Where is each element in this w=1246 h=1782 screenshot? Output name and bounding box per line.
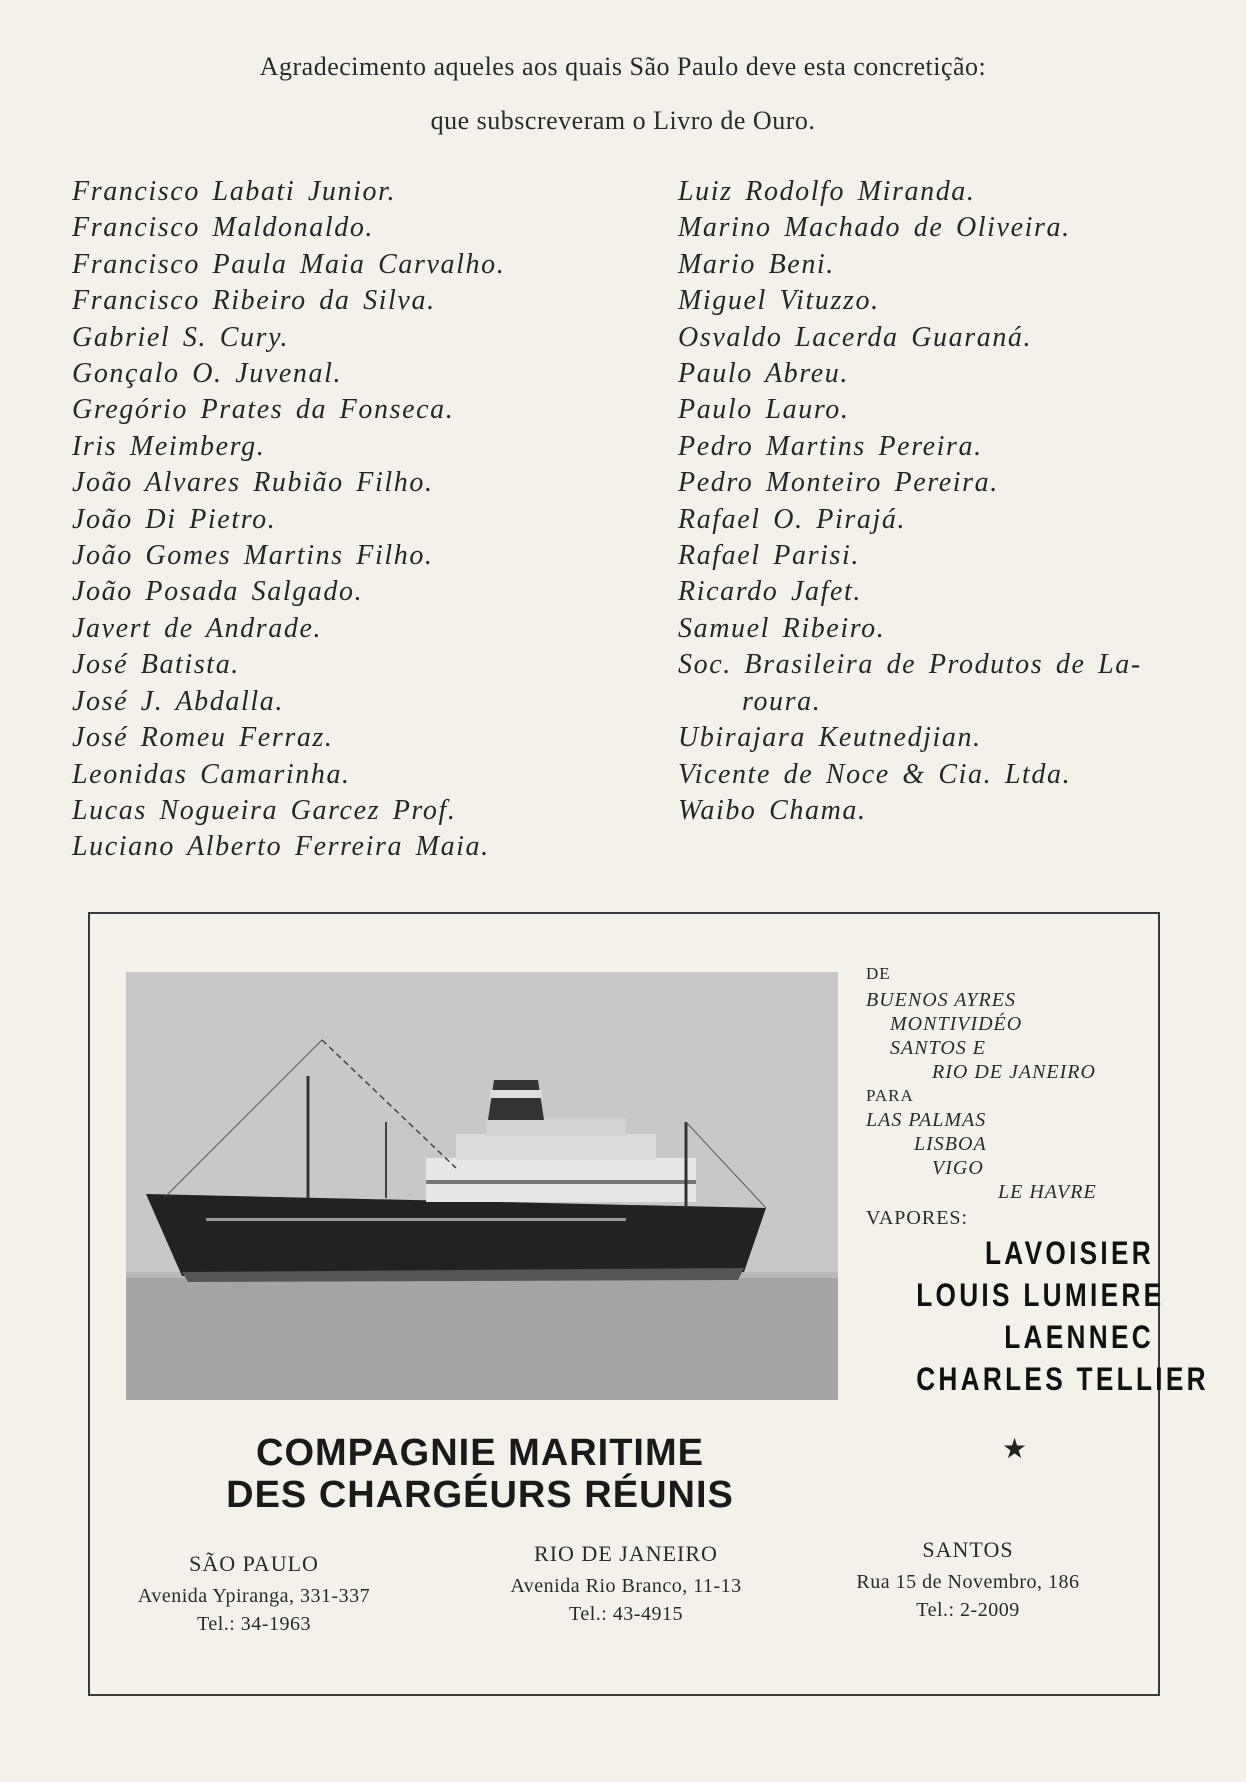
company-line-2: DES CHARGÉURS RÉUNIS <box>226 1474 734 1516</box>
steamers-label: VAPORES: <box>866 1207 969 1229</box>
route-block <box>866 962 1156 1230</box>
route-origin: RIO DE JANEIRO <box>932 1061 1096 1083</box>
route-destination: LISBOA <box>914 1133 987 1155</box>
list-item: Soc. Brasileira de Produtos de La- <box>678 649 1142 681</box>
list-item: Francisco Ribeiro da Silva. <box>72 285 436 317</box>
office-sao-paulo <box>104 1550 404 1638</box>
list-item: Gabriel S. Cury. <box>72 321 290 353</box>
list-item: Ricardo Jafet. <box>678 576 862 608</box>
list-item: Francisco Labati Junior. <box>72 176 397 207</box>
route-origin: SANTOS E <box>890 1037 986 1059</box>
list-item: Francisco Maldonaldo. <box>72 212 375 244</box>
route-origin: BUENOS AYRES <box>866 989 1016 1011</box>
steamer-name: LAVOISIER <box>985 1235 1154 1271</box>
list-item: Pedro Monteiro Pereira. <box>678 467 999 499</box>
list-item: Vicente de Noce & Cia. Ltda. <box>678 758 1072 790</box>
list-item: Gonçalo O. Juvenal. <box>72 358 343 390</box>
steamer-name: LOUIS LUMIERE <box>916 1277 1165 1313</box>
list-item: João Alvares Rubião Filho. <box>72 467 434 499</box>
office-address: Avenida Rio Branco, 11-13 <box>510 1575 742 1597</box>
route-origin: MONTIVIDÉO <box>890 1013 1023 1035</box>
company-line-1: COMPAGNIE MARITIME <box>256 1432 704 1474</box>
list-item: Luiz Rodolfo Miranda. <box>678 176 976 207</box>
heading-line-2: que subscreveram o Livro de Ouro. <box>430 106 816 135</box>
star-icon: ★ <box>1002 1432 1028 1465</box>
list-item: José Romeu Ferraz. <box>72 722 334 754</box>
list-item: Pedro Martins Pereira. <box>678 430 983 462</box>
list-item: Samuel Ribeiro. <box>678 612 886 644</box>
ship-photo <box>126 972 838 1400</box>
company-name <box>180 1432 780 1516</box>
list-item: Francisco Paula Maia Carvalho. <box>72 248 506 280</box>
office-city: RIO DE JANEIRO <box>534 1541 718 1566</box>
steamer-name: LAENNEC <box>1004 1319 1154 1355</box>
list-item: João Gomes Martins Filho. <box>72 540 434 572</box>
office-santos <box>818 1536 1118 1624</box>
office-address: Rua 15 de Novembro, 186 <box>856 1571 1080 1593</box>
heading-line-1: Agradecimento aqueles aos quais São Paulo deve esta concretição: <box>259 52 987 81</box>
list-item: Miguel Vituzzo. <box>678 285 880 317</box>
list-item: Paulo Abreu. <box>678 358 849 390</box>
subscriber-list-right <box>678 174 1198 829</box>
route-destination: VIGO <box>932 1157 984 1179</box>
list-item: José J. Abdalla. <box>72 685 284 717</box>
list-item: Gregório Prates da Fonseca. <box>72 394 455 426</box>
list-item: Rafael O. Pirajá. <box>678 503 907 535</box>
ship-icon <box>126 972 838 1400</box>
office-city: SÃO PAULO <box>189 1551 319 1576</box>
list-item: Ubirajara Keutnedjian. <box>678 722 982 754</box>
route-destination: LAS PALMAS <box>866 1109 987 1131</box>
list-item: roura. <box>742 685 822 717</box>
list-item: Osvaldo Lacerda Guaraná. <box>678 321 1033 353</box>
list-item: Leonidas Camarinha. <box>72 758 351 790</box>
office-city: SANTOS <box>922 1537 1014 1562</box>
list-item: Mario Beni. <box>678 248 835 280</box>
list-item: João Posada Salgado. <box>72 576 364 608</box>
advertisement-box <box>88 912 1209 1696</box>
office-phone: Tel.: 2-2009 <box>916 1599 1020 1621</box>
list-item: Marino Machado de Oliveira. <box>678 212 1071 244</box>
steamer-name: CHARLES TELLIER <box>916 1361 1209 1397</box>
list-item: Javert de Andrade. <box>72 612 323 644</box>
list-item: Rafael Parisi. <box>678 540 860 572</box>
list-item: José Batista. <box>72 649 240 681</box>
list-item: João Di Pietro. <box>72 503 277 535</box>
office-phone: Tel.: 34-1963 <box>197 1613 311 1635</box>
office-rio-de-janeiro <box>476 1540 776 1628</box>
list-item: Paulo Lauro. <box>678 394 850 426</box>
list-item: Iris Meimberg. <box>72 430 266 462</box>
route-from-label: DE <box>866 964 891 983</box>
list-item: Waibo Chama. <box>678 794 867 826</box>
subscriber-list-left <box>72 174 632 866</box>
office-phone: Tel.: 43-4915 <box>569 1603 683 1625</box>
office-address: Avenida Ypiranga, 331-337 <box>137 1585 371 1607</box>
steamers-list <box>916 1232 1209 1400</box>
list-item: Lucas Nogueira Garcez Prof. <box>72 794 457 826</box>
route-destination: LE HAVRE <box>998 1181 1097 1203</box>
route-to-label: PARA <box>866 1086 914 1105</box>
list-item: Luciano Alberto Ferreira Maia. <box>72 831 490 863</box>
